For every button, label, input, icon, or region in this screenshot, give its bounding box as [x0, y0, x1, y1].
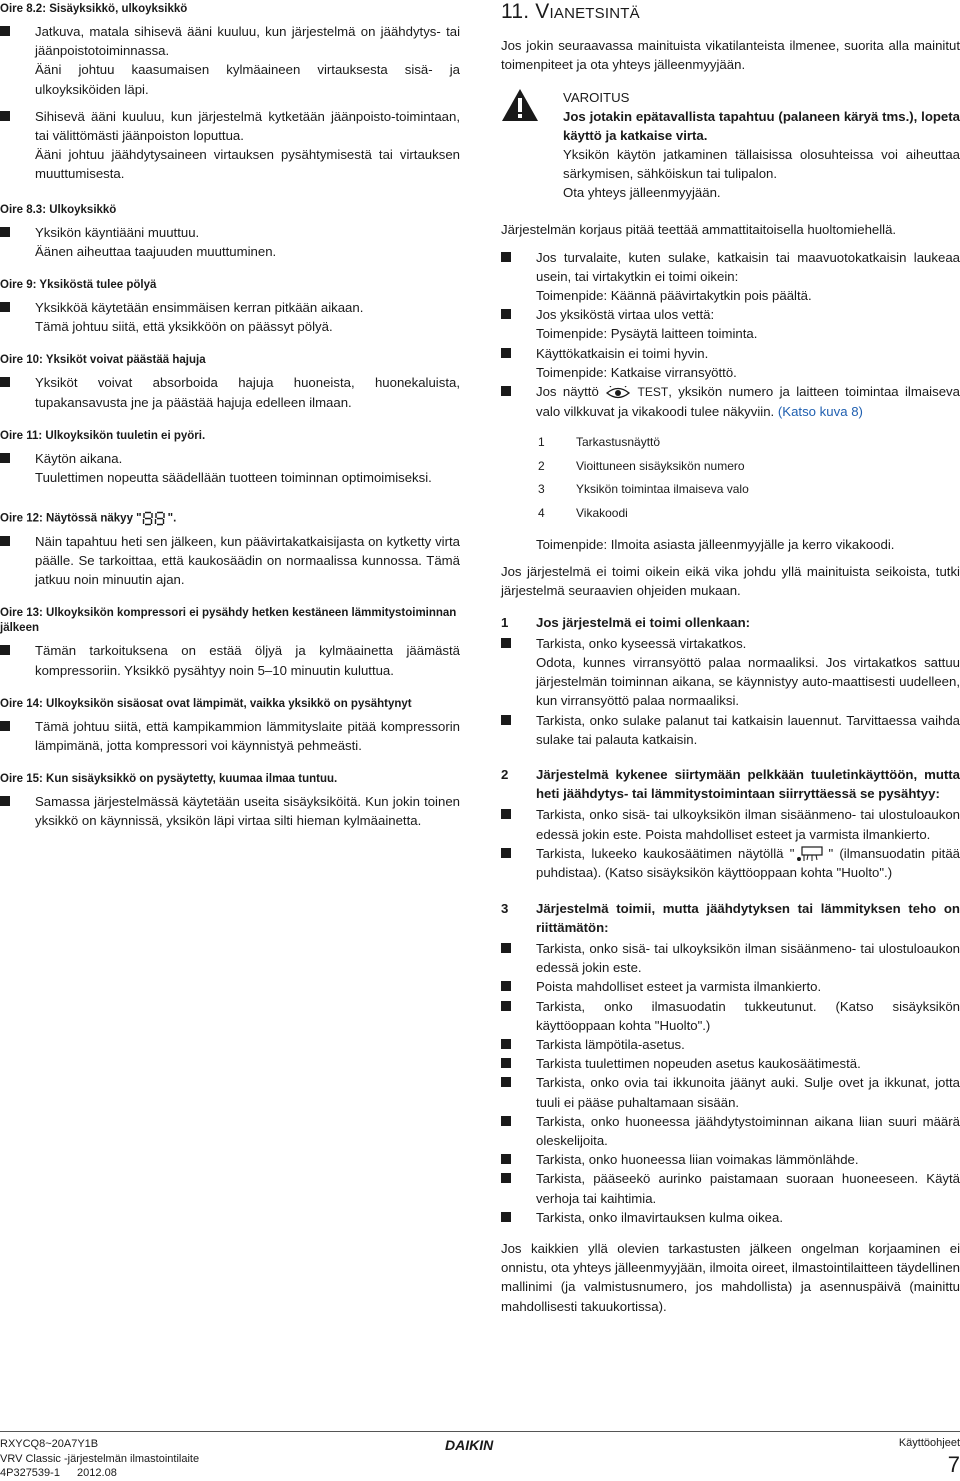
list-item: Tarkista, onko huoneessa liian voimakas lämmönlähde. — [501, 1150, 960, 1169]
check-title: Järjestelmä kykenee siirtymään pelkkään tuuletinkäyttöön, mutta heti jäähdytys- tai lämmitystoimintaan siirryttäessä se pysähtyy: — [536, 766, 960, 802]
symptom-14 — [0, 697, 460, 755]
list-item: Yksikköä käytetään ensimmäisen kerran pitkään aikaan. Tämä johtuu siitä, että yksikköön on päässyt pölyä. — [0, 298, 460, 336]
list-item: Tarkista, onko sisä- tai ulkoyksikön ilman sisäänmeno- tai ulostuloaukon edessä jokin este. — [501, 939, 960, 977]
check-section-2: 2 Järjestelmä kykenee siirtymään pelkkään tuuletinkäyttöön, mutta heti jäähdytys- tai lämmitystoimintaan siirryttäessä se pysähtyy: Tarkista, onko sisä- tai ulkoyksikön ilman sisäänmeno- tai ulostuloaukon edessä jokin este. Poista mahdolliset esteet ja varmista ilmankierto. Tarkista, lukeeko kaukosäätimen näytöllä " " (ilmansuodatin pitää puhdistaa). (Katso sisäyksikön käyttöoppaan kohta "Huolto".) — [501, 765, 960, 883]
check-title: Jos järjestelmä ei toimi ollenkaan: — [536, 614, 751, 630]
warning-bold: Jos jotakin epätavallista tapahtuu (palaneen käryä tms.), lopeta käyttö ja katkaise virta. — [563, 109, 960, 144]
symptom-heading: Oire 13: Ulkoyksikön kompressori ei pysähdy hetken kestäneen lämmitystoiminnan jälkeen — [0, 607, 457, 635]
filter-sign-icon — [794, 845, 828, 863]
list-item: Jatkuva, matala sihisevä ääni kuuluu, kun järjestelmä on jäähdytys- tai jäänpoistotoiminnassa. Ääni johtuu kaasumaisen kylmäaineen virtauksesta sisä- ja ulkoyksiköiden läpi. — [0, 22, 460, 99]
list-item: Tämä johtuu siitä, että kampikammion lämmityslaite pitää kompressorin lämpimänä, jotta kompressori voi käynnistyä pehmeästi. — [0, 717, 460, 755]
section-title: 11. VIANETSINTÄ — [501, 0, 640, 23]
footer-left — [0, 1437, 199, 1481]
list-item: Tarkista, onko huoneessa jäähdytystoiminnan aikana liian suuri määrä oleskelijoita. — [501, 1112, 960, 1150]
legend-item: 2 Vioittuneen sisäyksikön numero — [538, 458, 745, 473]
list-item: Käyttökatkaisin ei toimi hyvin. Toimenpide: Katkaise virransyöttö. — [501, 344, 960, 382]
list-item: Tarkista, lukeeko kaukosäätimen näytöllä " " (ilmansuodatin pitää puhdistaa). (Katso sisäyksikön käyttöoppaan kohta "Huolto".) — [501, 844, 960, 883]
list-item: Tämän tarkoituksena on estää öljyä ja kylmäainetta jäämästä kompressoriin. Yksikkö pysähtyy noin 5–10 minuutin kuluttua. — [0, 641, 460, 679]
list-item: Sihisevä ääni kuuluu, kun järjestelmä kytketään jäänpoisto-toimintaan, tai välittömästi jäänpoiston loputtua. Ääni johtuu jäähdytysaineen virtauksen pysähtymisestä tai virtauksen muuttumisesta. — [0, 107, 460, 184]
check-section-3: 3 Järjestelmä toimii, mutta jäähdytyksen tai lämmityksen teho on riittämätön: Tarkista, onko sisä- tai ulkoyksikön ilman sisäänmeno- tai ulostuloaukon edessä jokin este. Poista mahdolliset esteet ja varmista ilmankierto. Tarkista, onko ilmasuodatin tukkeutunut. (Katso sisäyksikön käyttöoppaan kohta "Huolto".) Tarkista lämpötila-asetus. Tarkista tuulettimen nopeuden asetus kaukosäätimestä. Tarkista, onko ovia tai ikkunoita jäänyt auki. Sulje ovet ja ikkunat, jotta tuuli ei pääse puhaltamaan sisään. Tarkista, onko huoneessa jäähdytystoiminnan aikana liian suuri määrä oleskelijoita. Tarkista, onko huoneessa liian voimakas lämmönlähde. Tarkista, pääseekö aurinko paistamaan suoraan huoneeseen. Käytä verhoja tai kaihtimia. Tarkista, onko ilmavirtauksen kulma oikea. — [501, 899, 960, 1227]
segment-display-icon — [142, 511, 168, 526]
symptom-12 — [0, 511, 460, 589]
model-number: RXYCQ8~20A7Y1B — [0, 1438, 99, 1450]
list-item: Tarkista, onko sulake palanut tai katkaisin lauennut. Tarvittaessa vaihda sulake tai palauta katkaisin. — [501, 711, 960, 749]
list-item: Tarkista, onko ovia tai ikkunoita jäänyt auki. Sulje ovet ja ikkunat, jotta tuuli ei pääse puhaltamaan sisään. — [501, 1073, 960, 1111]
symptom-heading: Oire 8.2: Sisäyksikkö, ulkoyksikkö — [0, 3, 188, 15]
symptom-15 — [0, 772, 460, 830]
legend-list — [538, 435, 960, 521]
product-name: VRV Classic -järjestelmän ilmastointilaite — [0, 1452, 200, 1465]
list-item: Tarkista lämpötila-asetus. — [501, 1035, 960, 1054]
list-item: Tarkista, onko sisä- tai ulkoyksikön ilman sisäänmeno- tai ulostuloaukon edessä jokin este. Poista mahdolliset esteet ja varmista ilmankierto. — [501, 805, 960, 843]
list-item: Jos näyttö TEST, yksikön numero ja laitteen toimintaa ilmaiseva valo vilkkuvat ja vikakoodi tulee näkyviin. (Katso kuva 8) — [501, 382, 960, 421]
daikin-logo-icon — [445, 1438, 517, 1452]
symptom-heading: Oire 10: Yksiköt voivat päästää hajuja — [0, 354, 206, 367]
safety-list — [501, 248, 960, 422]
warning-text: Yksikön käytön jatkaminen tällaisissa olosuhteissa voi aiheuttaa särkymisen, sähköiskun tai tulipalon. — [563, 147, 960, 182]
warning-title: VAROITUS — [563, 90, 630, 106]
footer-rule — [0, 1431, 960, 1432]
figure-link[interactable]: (Katso kuva 8) — [777, 404, 863, 420]
symptom-heading: Oire 14: Ulkoyksikön sisäosat ovat lämpimät, vaikka yksikkö on pysähtynyt — [0, 697, 412, 710]
warning-text: Ota yhteys jälleenmyyjään. — [563, 185, 721, 201]
repair-note: Järjestelmän korjaus pitää teettää ammattitaitoisella huoltomiehellä. — [501, 222, 897, 238]
warning-triangle-icon — [501, 88, 539, 122]
symptom-8-3 — [0, 203, 460, 261]
list-item: Tarkista, onko ilmasuodatin tukkeutunut. (Katso sisäyksikön käyttöoppaan kohta "Huolto".) — [501, 997, 960, 1035]
symptom-8-2 — [0, 2, 460, 184]
symptom-9 — [0, 278, 460, 336]
document-type: Käyttöohjeet — [898, 1437, 960, 1449]
list-item: Näin tapahtuu heti sen jälkeen, kun päävirtakatkaisijasta on kytketty virta päälle. Se tarkoittaa, että kaukosäädin on normaalissa kunnossa. Tämä jatkuu noin minuutin ajan. — [0, 532, 460, 590]
symptom-heading: Oire 8.3: Ulkoyksikkö — [0, 203, 117, 216]
closing-text: Jos kaikkien yllä olevien tarkastusten jälkeen ongelman korjaaminen ei onnistu, ota yhteys jälleenmyyjään, ilmoita oireet, ilmastointilaitteen täydellinen mallinimi (ja valmistusnumero, jos mahdollista) ja asennuspäivä (mainittu mahdollisesti takuukortissa). — [501, 1240, 960, 1314]
symptom-13 — [0, 606, 460, 679]
page-number: 7 — [947, 1452, 960, 1477]
list-item: Jos turvalaite, kuten sulake, katkaisin tai maavuotokatkaisin laukeaa usein, tai virtakytkin ei toimi oikein: Toimenpide: Käännä päävirtakytkin pois päältä. — [501, 248, 960, 306]
document-code: 4P327539-1 2012.08 — [0, 1467, 117, 1479]
left-column — [0, 0, 460, 831]
legend-item: 4 Vikakoodi — [538, 505, 628, 520]
symptom-heading: Oire 12: Näytössä näkyy " ". — [0, 512, 177, 525]
warning-box — [501, 88, 960, 202]
symptom-heading: Oire 15: Kun sisäyksikkö on pysäytetty, kuumaa ilmaa tuntuu. — [0, 773, 338, 786]
list-item: Tarkista, onko ilmavirtauksen kulma oikea. — [501, 1208, 960, 1227]
intro-text: Jos jokin seuraavassa mainituista vikatilanteista ilmenee, suorita alla mainitut toimenpiteet ja ota yhteys jälleenmyyjään. — [501, 38, 960, 73]
legend-item: 1 Tarkastusnäyttö — [538, 435, 661, 450]
symptom-heading: Oire 9: Yksiköstä tulee pölyä — [0, 279, 157, 292]
right-column — [501, 0, 960, 1316]
symptom-heading: Oire 11: Ulkoyksikön tuuletin ei pyöri. — [0, 429, 206, 442]
check-title: Järjestelmä toimii, mutta jäähdytyksen tai lämmityksen teho on riittämätön: — [536, 900, 960, 935]
svg-text:DAIKIN: DAIKIN — [445, 1438, 494, 1452]
legend-item: 3 Yksikön toimintaa ilmaiseva valo — [538, 482, 749, 497]
page-footer — [0, 1412, 960, 1479]
list-item: Poista mahdolliset esteet ja varmista ilmankierto. — [501, 977, 960, 996]
check-section-1: 1 Jos järjestelmä ei toimi ollenkaan: Tarkista, onko kyseessä virtakatkos. Odota, kunnes virransyöttö palaa normaaliksi. Jos virtakatkos sattuu järjestelmän toiminnan aikana, se käynnistyy auto-maattisesti uudelleen, kun virransyöttö palaa normaaliksi. Tarkista, onko sulake palanut tai katkaisin lauennut. Tarvittaessa vaihda sulake tai palauta katkaisin. — [501, 613, 960, 749]
list-item: Tarkista tuulettimen nopeuden asetus kaukosäätimestä. — [501, 1054, 960, 1073]
list-item: Tarkista, onko kyseessä virtakatkos. Odota, kunnes virransyöttö palaa normaaliksi. Jos virtakatkos sattuu järjestelmän toiminnan aikana, se käynnistyy auto-maattisesti uudelleen, kun virransyöttö palaa normaaliksi. — [501, 634, 960, 711]
inspection-eye-icon — [605, 386, 631, 400]
list-item: Samassa järjestelmässä käytetään useita sisäyksiköitä. Kun jokin toinen yksikkö on käynnissä, yksikön läpi virtaa silti hieman kylmäainetta. — [0, 792, 460, 830]
list-item: Jos yksiköstä virtaa ulos vettä: Toimenpide: Pysäytä laitteen toiminta. — [501, 305, 960, 343]
list-item: Tarkista, pääseekö aurinko paistamaan suoraan huoneeseen. Käytä verhoja tai kaihtimia. — [501, 1169, 960, 1207]
list-item: Käytön aikana. Tuulettimen nopeutta säädellään tuotteen toiminnan optimoimiseksi. — [0, 449, 460, 487]
list-item: Yksiköt voivat absorboida hajuja huoneista, huonekaluista, tupakansavusta jne ja päästää hajuja edelleen ilmaan. — [0, 373, 460, 411]
action-text: Toimenpide: Ilmoita asiasta jälleenmyyjälle ja kerro vikakoodi. — [536, 536, 895, 552]
symptom-11 — [0, 429, 460, 487]
brand-logo — [445, 1438, 517, 1457]
check-intro: Jos järjestelmä ei toimi oikein eikä vika johdu yllä mainituista seikoista, tutki järjestelmä seuraavien ohjeiden mukaan. — [501, 564, 960, 599]
list-item: Yksikön käyntiääni muuttuu. Äänen aiheuttaa taajuuden muuttuminen. — [0, 223, 460, 261]
symptom-10 — [0, 353, 460, 411]
